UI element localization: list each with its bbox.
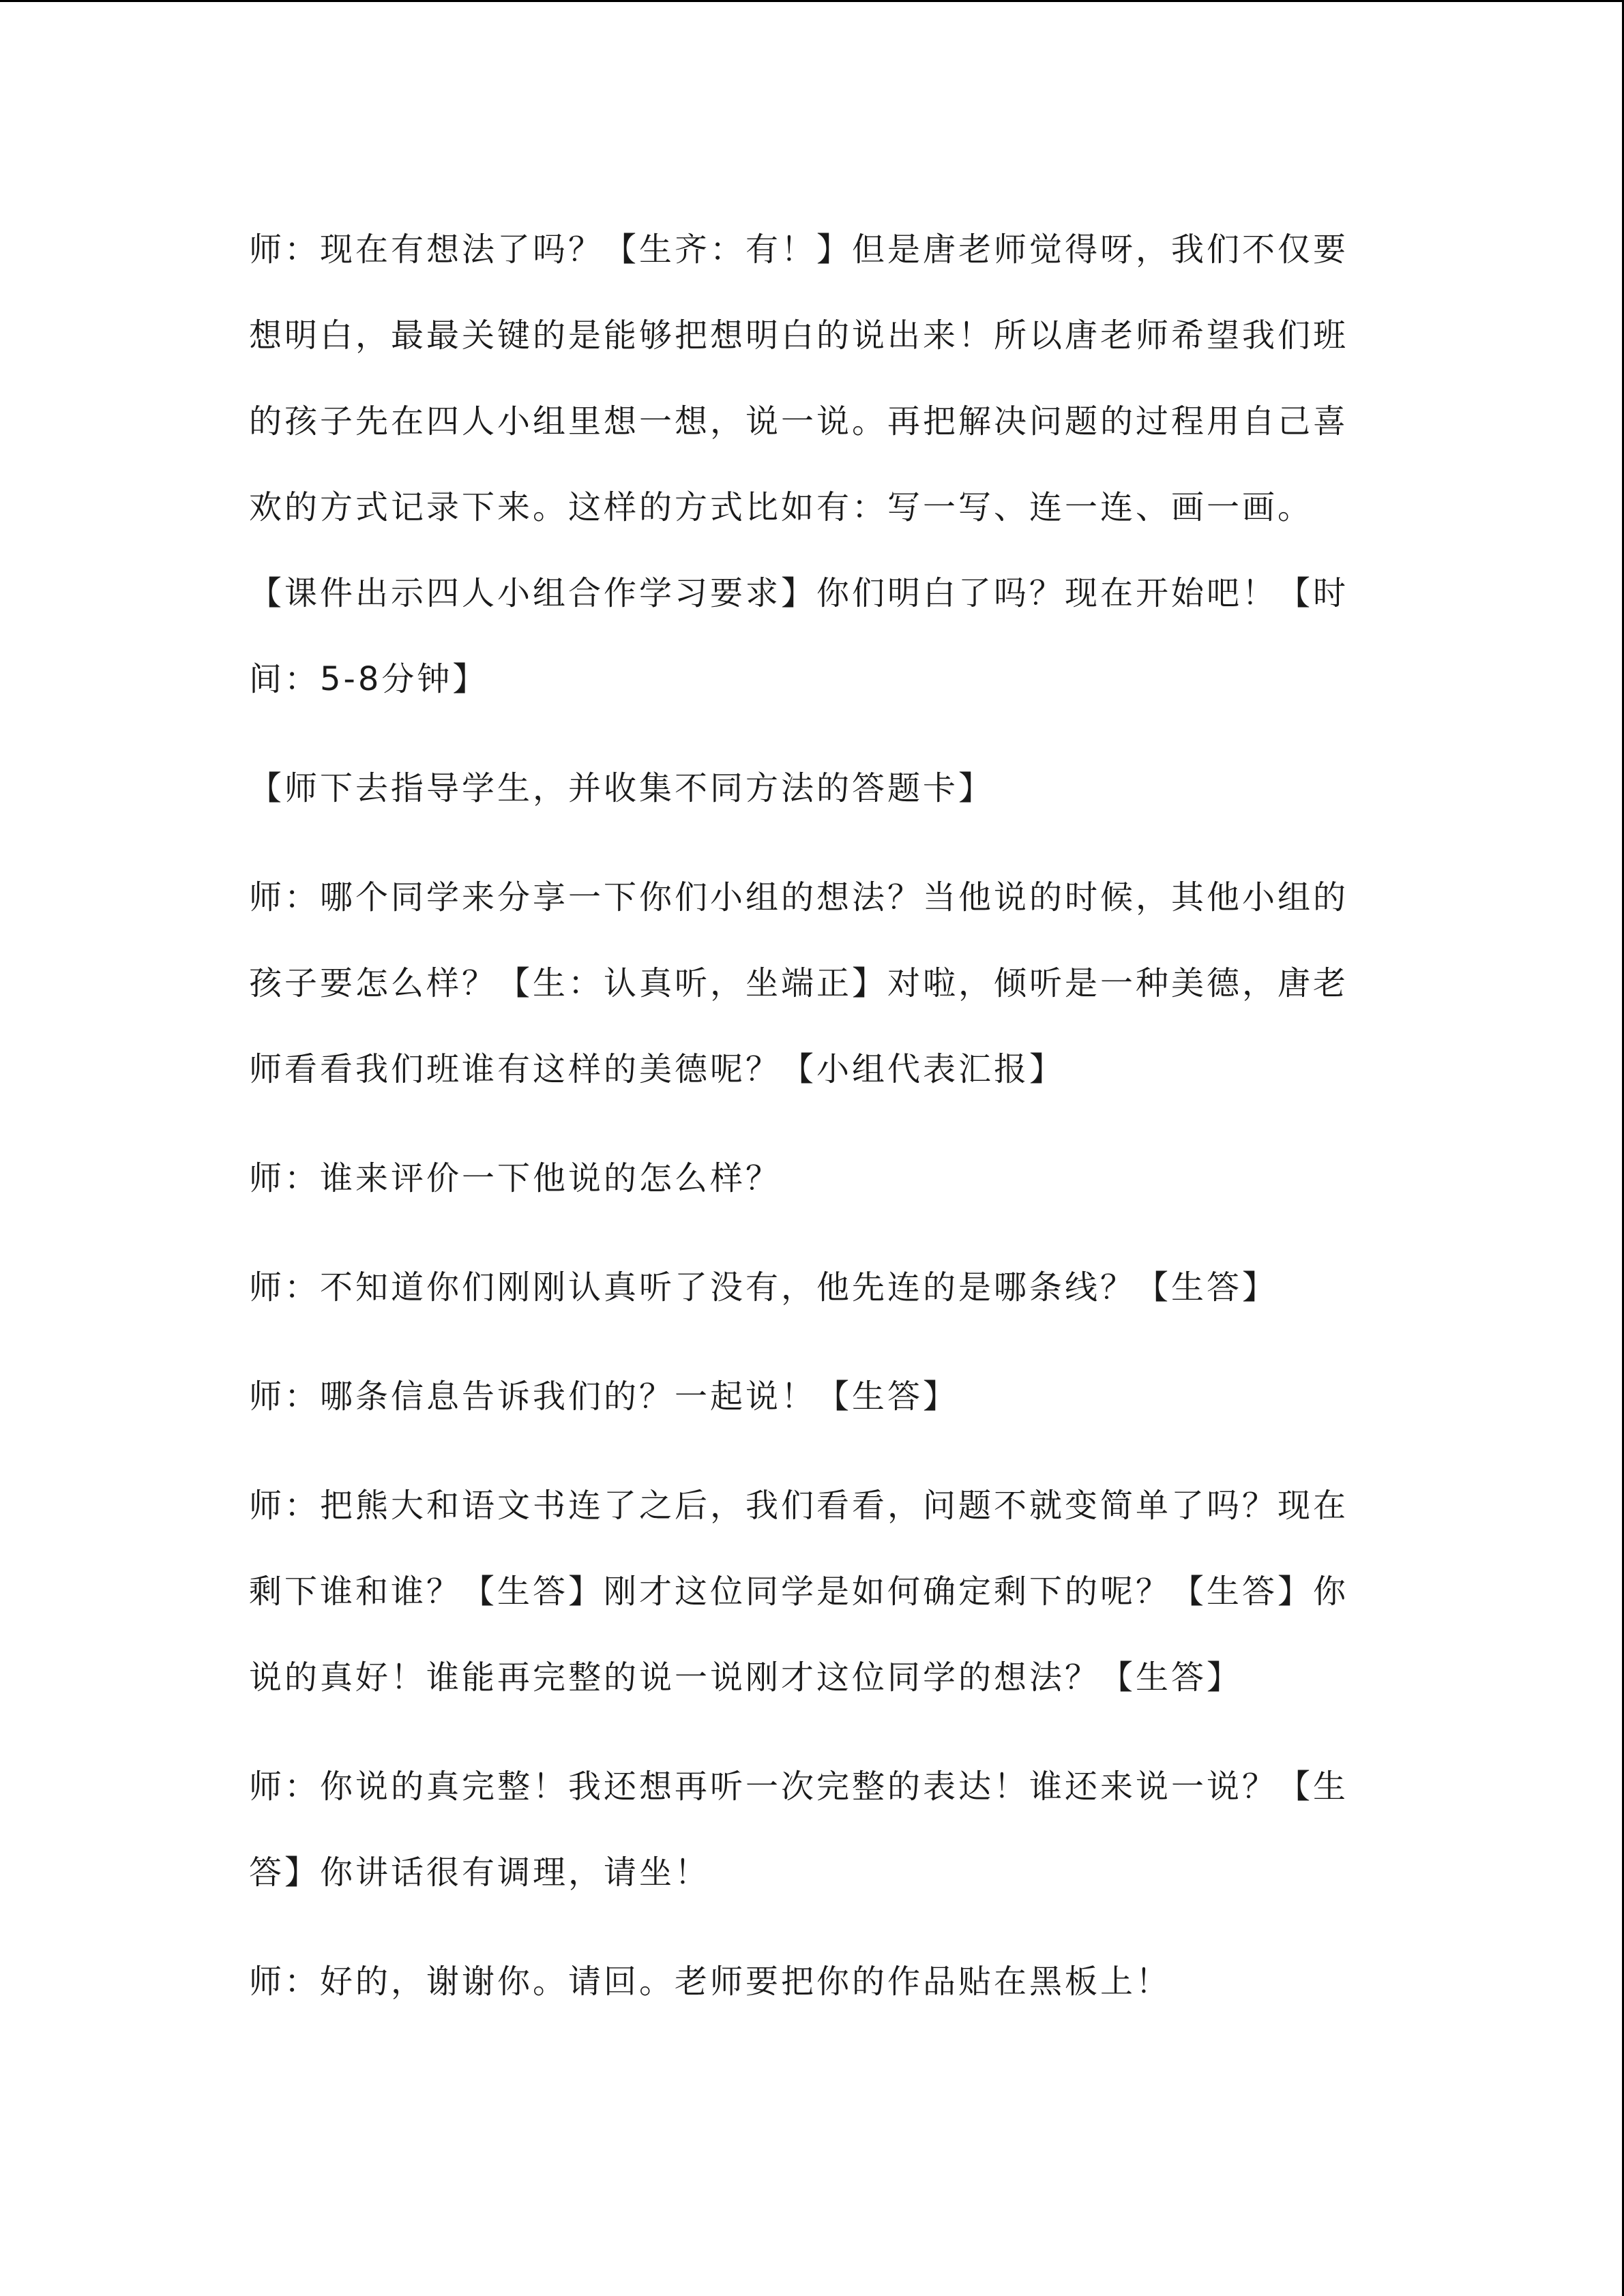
paragraph-6: 师：哪条信息告诉我们的？一起说！【生答】 xyxy=(249,1377,959,1416)
paragraph-8: 师：你说的真完整！我还想再听一次完整的表达！谁还来说一说？【生答】你讲话很有调理，请坐！ xyxy=(249,1768,1349,1892)
paragraph-7: 师：把熊大和语文书连了之后，我们看看，问题不就变简单了吗？现在剩下谁和谁？【生答】刚才这位同学是如何确定剩下的呢？【生答】你说的真好！谁能再完整的说一说刚才这位同学的想法？【生答】 xyxy=(249,1487,1349,1697)
document-body xyxy=(249,207,1357,2025)
paragraph-2: 【师下去指导学生，并收集不同方法的答题卡】 xyxy=(249,769,994,807)
paragraph-1: 师：现在有想法了吗？【生齐：有！】但是唐老师觉得呀，我们不仅要想明白，最最关键的是能够把想明白的说出来！所以唐老师希望我们班的孩子先在四人小组里想一想，说一说。再把解决问题的过程用自己喜欢的方式记录下来。这样的方式比如有：写一写、连一连、画一画。【课件出示四人小组合作学习要求】你们明白了吗？现在开始吧！【时间：5-8分钟】 xyxy=(249,230,1349,698)
paragraph-9: 师：好的，谢谢你。请回。老师要把你的作品贴在黑板上！ xyxy=(249,1963,1172,2001)
paragraph-4: 师：谁来评价一下他说的怎么样？ xyxy=(249,1159,782,1197)
paragraph-3: 师：哪个同学来分享一下你们小组的想法？当他说的时候，其他小组的孩子要怎么样？【生：认真听，坐端正】对啦，倾听是一种美德，唐老师看看我们班谁有这样的美德呢？【小组代表汇报】 xyxy=(249,878,1349,1088)
paragraph-5: 师：不知道你们刚刚认真听了没有，他先连的是哪条线？【生答】 xyxy=(249,1268,1278,1307)
